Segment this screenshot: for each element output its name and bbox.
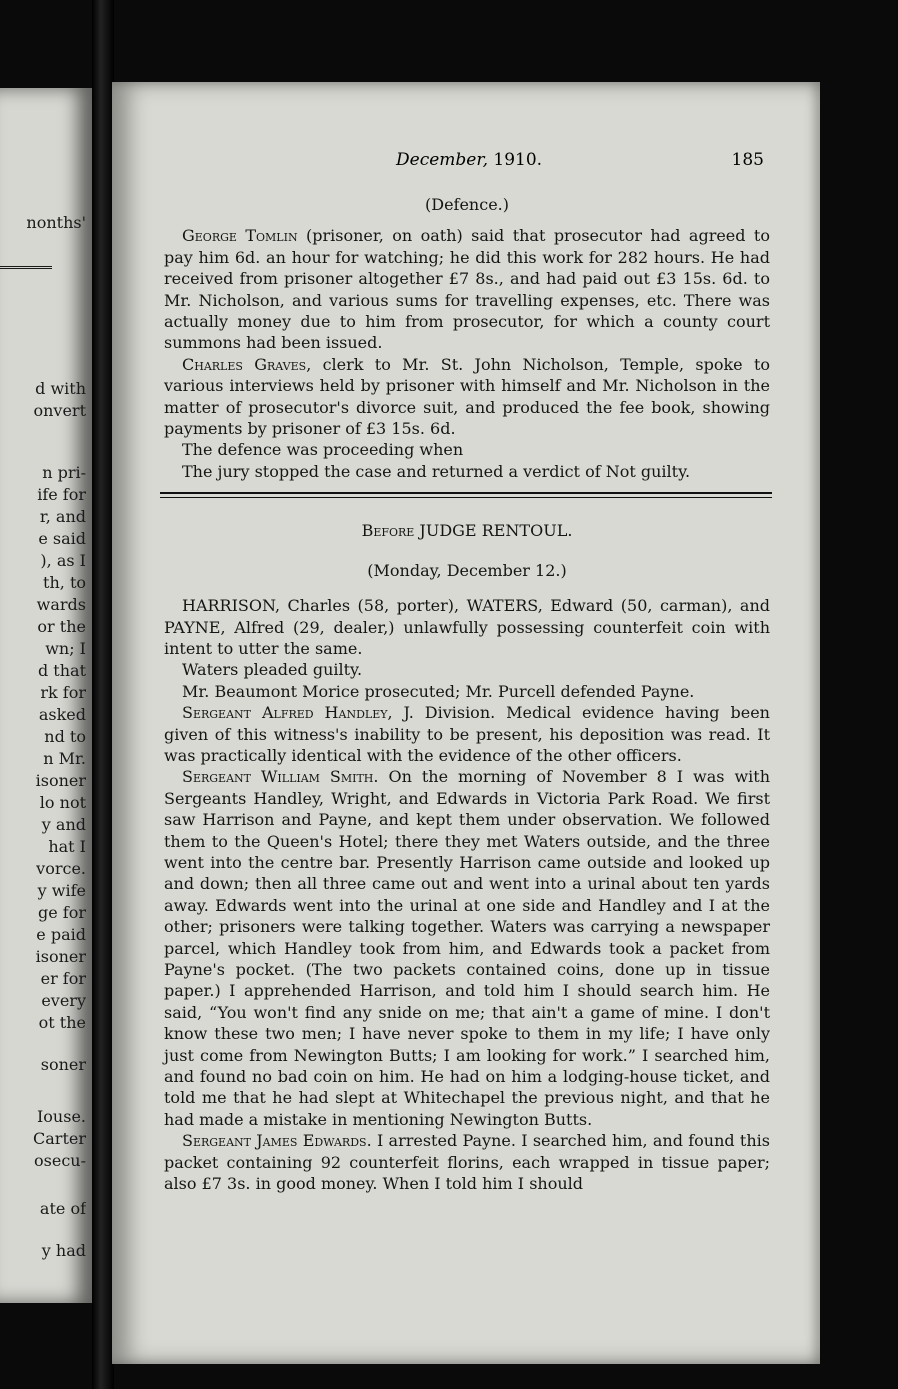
testimony-paragraph [164,1130,770,1194]
left-page-fragment: asked [38,705,86,724]
left-page-fragment: or the [37,617,86,636]
left-page-edge [0,88,92,1303]
text-paragraph: Waters pleaded guilty. [182,660,363,680]
text-paragraph: Mr. Beaumont Morice prosecuted; Mr. Purcell defended Payne. [182,681,695,701]
page-body [164,194,770,1194]
left-page-fragment: y wife [37,881,86,900]
running-head [164,150,770,174]
left-page-fragment: n Mr. [43,749,86,768]
left-page-fragment: th, to [43,573,86,592]
left-page-fragment: d with [35,379,86,398]
testimony-text: , clerk to Mr. St. John Nicholson, Temple, spoke to various interviews held by prisoner with himself and Mr. Nicholson in the matter of prosecutor's divorce suit, and produced the fee book, showing payments by prisoner of £3 15s. 6d. [164,354,770,439]
left-page-fragment: wn; I [45,639,86,658]
left-page-rule [0,266,52,273]
running-head-date [396,150,542,170]
left-page-fragment: every [41,991,86,1010]
left-page-fragment: hat I [48,837,86,856]
heading-prefix: Before [361,521,415,541]
left-page-fragment: d that [37,661,86,680]
testimony-text: . I arrested Payne. I searched him, and found this packet containing 92 counterfeit florins, each wrapped in tissue paper; also £7 3s. in good money. When I told him I should [164,1131,770,1194]
left-page-fragment: Carter [33,1129,86,1148]
testimony-paragraph [164,702,770,766]
left-page-fragment: er for [40,969,86,988]
left-page-fragment: isoner [35,771,86,790]
left-page-fragment: nonths' [26,213,86,232]
testimony-text: . On the morning of November 8 I was with Sergeants Handley, Wright, and Edwards in Victoria Park Road. We first saw Harrison and Payne, and kept them under observation. We followed them to the Queen's Hotel; there they met Waters outside, and the three went into the centre bar. Presently Harrison came outside and looked up and down; then all three came out and went into a urinal about ten yards away. Edwards went into the urinal at one side and Handley and I at the other; prisoners were talking together. Waters was carrying a newspaper parcel, which Handley took from him, and Edwards took a packet from Payne's pocket. (The two packets contained coins, done up in tissue paper.) I apprehended Harrison, and told him I should search him. He said, “You won't find any snide on me; that ain't a game of mine. I don't know these two men; I have never spoke to them in my life; I have only just come from Newington Butts; I am looking for work.” I searched him, and found no bad coin on him. He had on him a lodging-house ticket, and told me that he had slept at Whitechapel the previous night, and that he had made a mistake in mentioning Newington Butts. [164,767,771,1129]
left-page-fragment: e said [38,529,86,548]
section-heading-judge [164,520,770,541]
left-page-fragment: soner [40,1055,86,1074]
book-gutter [92,0,114,1389]
left-page-fragment: y had [41,1241,86,1260]
left-page-fragment: nd to [44,727,86,746]
left-page-fragment: vorce. [36,859,86,878]
left-page-fragment: isoner [35,947,86,966]
left-page-fragment: ate of [39,1199,86,1218]
left-page-fragment: wards [36,595,86,614]
section-heading-defence: (Defence.) [425,195,509,214]
left-page-fragment: ge for [38,903,86,922]
section-divider [160,492,772,498]
case-heading-paragraph: HARRISON, Charles (58, porter), WATERS, Edward (50, carman), and PAYNE, Alfred (29, dealer,) unlawfully possessing counterfeit coin with intent to utter the same. [164,596,770,658]
left-page-fragment: n pri- [42,463,86,482]
testimony-paragraph [164,354,770,440]
left-page-fragment: rk for [40,683,86,702]
left-page-fragment: ot the [38,1013,86,1032]
witness-name: Sergeant Alfred Handley [182,703,388,723]
text-paragraph: The defence was proceeding when [182,440,464,460]
running-head-year: 1910. [493,150,543,170]
testimony-paragraph [164,225,770,353]
left-page-fragment: osecu- [34,1151,86,1170]
left-page-fragment: e paid [36,925,86,944]
left-page-fragment: r, and [39,507,86,526]
session-date: (Monday, December 12.) [367,560,567,580]
testimony-paragraph [164,766,770,1130]
left-page-fragment: onvert [33,401,86,420]
page-number: 185 [731,150,764,170]
heading-judge-name: JUDGE RENTOUL. [414,521,573,541]
left-page-fragment: ), as I [40,551,86,570]
verdict-paragraph: The jury stopped the case and returned a verdict of Not guilty. [182,461,691,481]
left-page-fragment: y and [41,815,86,834]
testimony-text: (prisoner, on oath) said that prosecutor had agreed to pay him 6d. an hour for watching; he did this work for 282 hours. He had received from prisoner altogether £7 8s., and had paid out £3 15s. 6d. to Mr. Nicholson, and various sums for travelling expenses, etc. There was actually money due to him from prosecutor, for which a county court summons had been issued. [164,226,770,353]
left-page-fragment: Iouse. [36,1107,86,1126]
testimony-text: , J. Division. Medical evidence having been given of this witness's inability to be present, his deposition was read. It was practically identical with the evidence of the other officers. [164,703,770,765]
running-head-month: December, [396,150,488,170]
witness-name: Charles Graves [182,354,307,374]
witness-name: Sergeant James Edwards [182,1131,367,1151]
witness-name: Sergeant William Smith [182,767,374,787]
right-page [112,82,820,1364]
left-page-fragment: lo not [39,793,86,812]
witness-name: George Tomlin [182,226,298,246]
left-page-fragment: ife for [37,485,86,504]
